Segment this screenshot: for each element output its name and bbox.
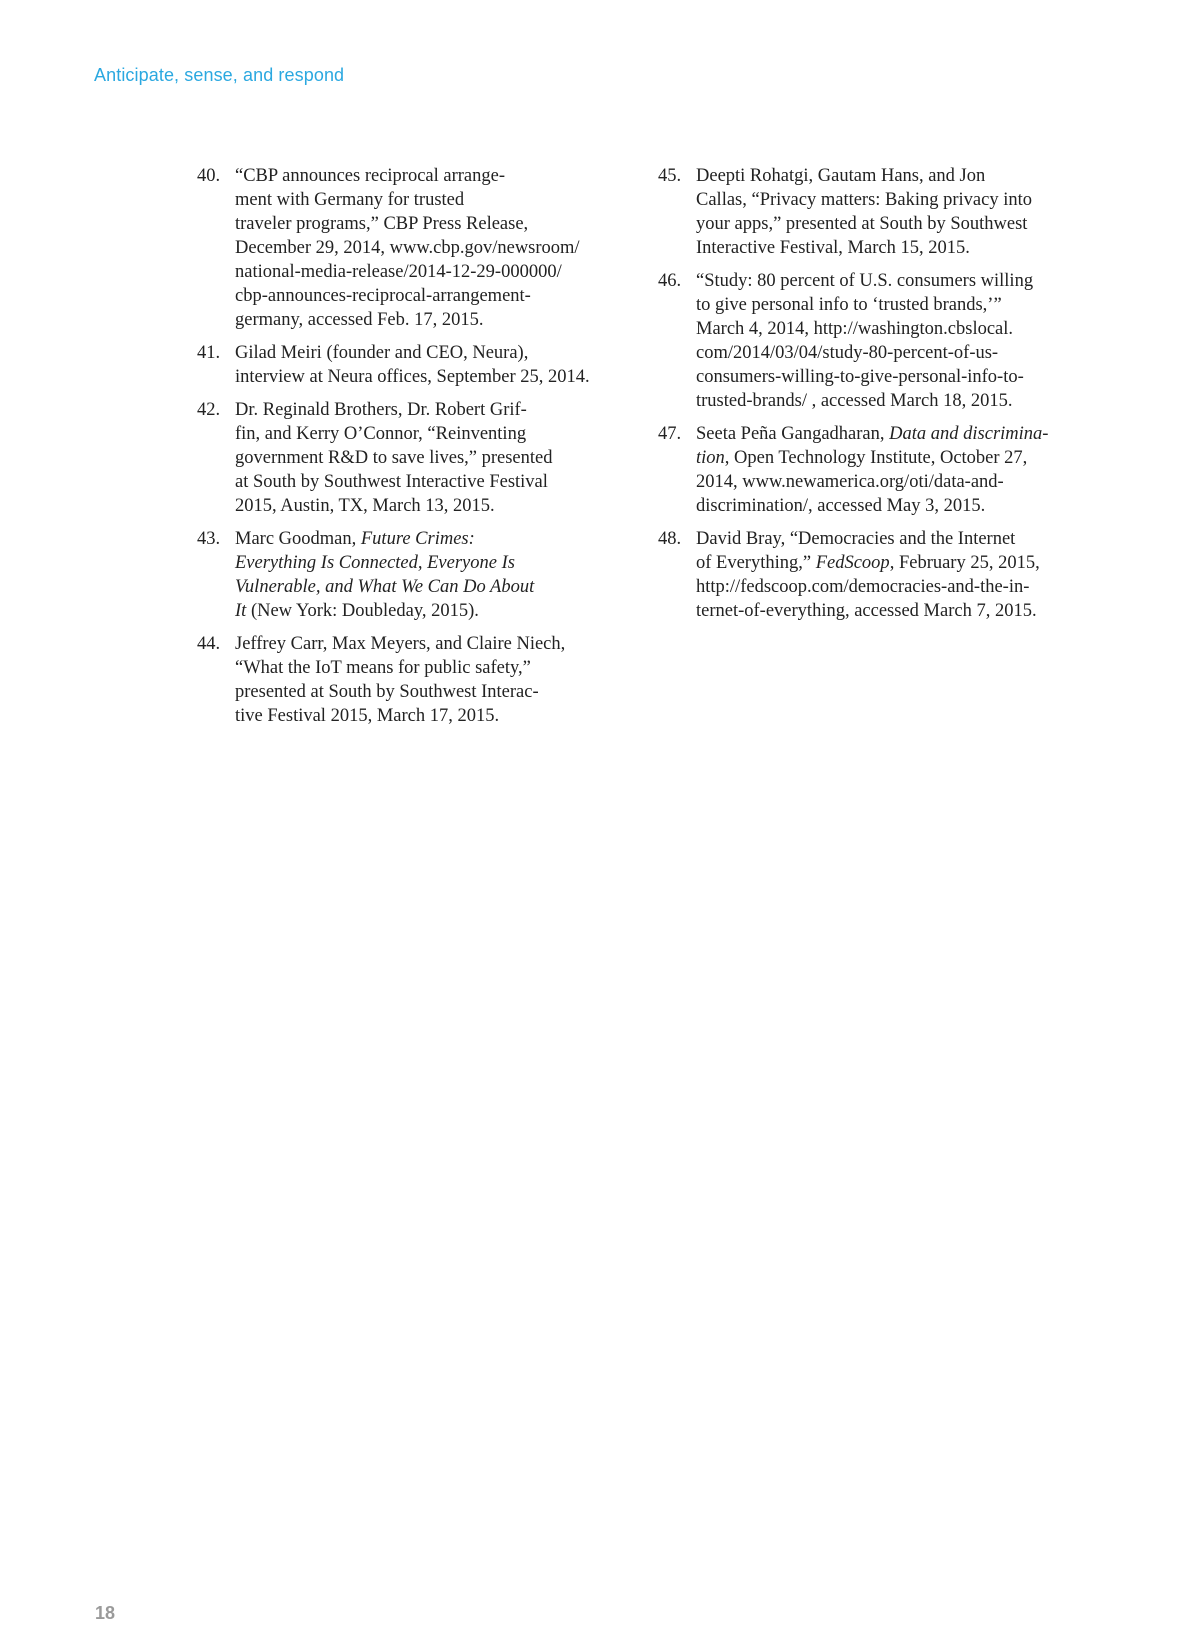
endnote-number: 42. xyxy=(197,400,221,420)
endnote-segment: December 29, 2014, www.cbp.gov/newsroom/ xyxy=(235,238,580,258)
endnotes-left-column xyxy=(197,164,617,737)
endnote-line xyxy=(696,293,1088,317)
endnote-number: 44. xyxy=(197,634,221,654)
endnote-segment: tive Festival 2015, March 17, 2015. xyxy=(235,706,500,726)
endnote-line xyxy=(696,422,1088,446)
endnote-item xyxy=(197,341,617,389)
endnote-line xyxy=(235,341,617,365)
endnote-line xyxy=(235,398,617,422)
endnote-line xyxy=(696,446,1088,470)
endnote-line xyxy=(696,389,1088,413)
endnote-segment: Marc Goodman, xyxy=(235,529,361,549)
endnote-title-italic: Future Crimes: xyxy=(360,529,475,549)
endnote-segment: traveler programs,” CBP Press Release, xyxy=(235,214,529,234)
endnote-item xyxy=(197,164,617,332)
endnote-line xyxy=(235,599,617,623)
endnote-segment: cbp-announces-reciprocal-arrangement- xyxy=(235,286,531,306)
endnote-title-italic: It xyxy=(235,601,247,621)
endnote-title-italic: Everything Is Connected, Everyone Is xyxy=(235,553,515,573)
endnote-segment: Callas, “Privacy matters: Baking privacy into xyxy=(696,190,1032,210)
endnote-line xyxy=(235,284,617,308)
endnote-segment: germany, accessed Feb. 17, 2015. xyxy=(235,310,484,330)
endnote-segment: at South by Southwest Interactive Festival xyxy=(235,472,548,492)
endnote-text xyxy=(235,527,617,623)
endnote-item xyxy=(658,527,1088,623)
endnote-line xyxy=(235,551,617,575)
endnote-text xyxy=(696,527,1088,623)
endnote-item xyxy=(658,422,1088,518)
endnote-line xyxy=(696,341,1088,365)
endnote-segment: fin, and Kerry O’Connor, “Reinventing xyxy=(235,424,527,444)
endnote-number: 46. xyxy=(658,271,682,291)
endnote-text xyxy=(696,422,1088,518)
endnote-line xyxy=(235,260,617,284)
endnote-line xyxy=(235,527,617,551)
endnote-line xyxy=(235,164,617,188)
endnote-segment: national-media-release/2014-12-29-000000/ xyxy=(235,262,562,282)
endnote-text xyxy=(696,269,1088,413)
endnote-segment: your apps,” presented at South by Southwest xyxy=(696,214,1028,234)
endnote-segment: consumers-willing-to-give-personal-info-to- xyxy=(696,367,1024,387)
endnote-item xyxy=(658,269,1088,413)
endnote-title-italic: Vulnerable, and What We Can Do About xyxy=(235,577,535,597)
endnote-line xyxy=(696,527,1088,551)
endnote-number: 47. xyxy=(658,424,682,444)
endnote-line xyxy=(696,575,1088,599)
endnote-line xyxy=(235,494,617,518)
endnote-line xyxy=(235,470,617,494)
endnote-line xyxy=(696,494,1088,518)
endnote-segment: March 4, 2014, http://washington.cbslocal. xyxy=(696,319,1014,339)
endnote-line xyxy=(235,212,617,236)
endnote-item xyxy=(197,527,617,623)
endnote-segment: Interactive Festival, March 15, 2015. xyxy=(696,238,970,258)
endnote-segment: , February 25, 2015, xyxy=(889,553,1040,573)
endnote-line xyxy=(696,188,1088,212)
endnote-number: 41. xyxy=(197,343,221,363)
endnote-item xyxy=(658,164,1088,260)
endnote-line xyxy=(696,365,1088,389)
endnote-line xyxy=(696,551,1088,575)
page-number: 18 xyxy=(95,1603,116,1623)
endnote-line xyxy=(235,656,617,680)
endnote-line xyxy=(235,680,617,704)
endnote-line xyxy=(696,317,1088,341)
endnote-segment: http://fedscoop.com/democracies-and-the-in- xyxy=(696,577,1030,597)
endnote-item xyxy=(197,398,617,518)
endnote-line xyxy=(235,365,617,389)
endnote-line xyxy=(235,632,617,656)
endnote-line xyxy=(696,212,1088,236)
endnote-segment: ternet-of-everything, accessed March 7, 2015. xyxy=(696,601,1037,621)
endnote-line xyxy=(235,704,617,728)
endnote-line xyxy=(696,164,1088,188)
endnote-number: 48. xyxy=(658,529,682,549)
endnote-line xyxy=(696,236,1088,260)
endnote-segment: Seeta Peña Gangadharan, xyxy=(696,424,890,444)
endnote-segment: of Everything,” xyxy=(696,553,816,573)
endnote-line xyxy=(696,599,1088,623)
endnote-segment: 2015, Austin, TX, March 13, 2015. xyxy=(235,496,495,516)
endnote-text xyxy=(235,341,617,389)
endnote-segment: discrimination/, accessed May 3, 2015. xyxy=(696,496,986,516)
endnote-number: 45. xyxy=(658,166,682,186)
endnote-title-italic: tion xyxy=(696,448,725,468)
endnote-text xyxy=(696,164,1088,260)
endnote-segment: trusted-brands/ , accessed March 18, 2015. xyxy=(696,391,1013,411)
endnote-segment: government R&D to save lives,” presented xyxy=(235,448,553,468)
endnote-line xyxy=(696,269,1088,293)
endnote-segment: 2014, www.newamerica.org/oti/data-and- xyxy=(696,472,1004,492)
endnote-line xyxy=(235,422,617,446)
endnote-segment: “Study: 80 percent of U.S. consumers willing xyxy=(696,271,1034,291)
endnote-line xyxy=(235,308,617,332)
endnote-text xyxy=(235,632,617,728)
endnote-segment: Dr. Reginald Brothers, Dr. Robert Grif- xyxy=(235,400,527,420)
endnote-segment: ment with Germany for trusted xyxy=(235,190,465,210)
endnote-item xyxy=(197,632,617,728)
endnote-line xyxy=(235,236,617,260)
endnote-segment: Gilad Meiri (founder and CEO, Neura), xyxy=(235,343,529,363)
endnote-text xyxy=(235,398,617,518)
endnote-segment: “What the IoT means for public safety,” xyxy=(235,658,531,678)
endnote-number: 40. xyxy=(197,166,221,186)
endnote-segment: Jeffrey Carr, Max Meyers, and Claire Niech, xyxy=(235,634,566,654)
endnotes-right-column xyxy=(658,164,1088,632)
endnote-segment: presented at South by Southwest Interac- xyxy=(235,682,539,702)
endnote-line xyxy=(235,575,617,599)
endnote-number: 43. xyxy=(197,529,221,549)
running-header: Anticipate, sense, and respond xyxy=(94,65,345,85)
endnote-line xyxy=(696,470,1088,494)
endnote-title-italic: FedScoop xyxy=(815,553,890,573)
endnote-segment: “CBP announces reciprocal arrange- xyxy=(235,166,506,186)
endnote-segment: , Open Technology Institute, October 27, xyxy=(724,448,1028,468)
endnote-segment: David Bray, “Democracies and the Internet xyxy=(696,529,1016,549)
endnote-segment: com/2014/03/04/study-80-percent-of-us- xyxy=(696,343,999,363)
endnote-title-italic: Data and discrimina- xyxy=(889,424,1049,444)
endnote-line xyxy=(235,446,617,470)
endnote-line xyxy=(235,188,617,212)
endnote-segment: (New York: Doubleday, 2015). xyxy=(246,601,479,621)
endnote-segment: interview at Neura offices, September 25, 2014. xyxy=(235,367,590,387)
endnote-segment: to give personal info to ‘trusted brands,’” xyxy=(696,295,1002,315)
endnote-text xyxy=(235,164,617,332)
endnote-segment: Deepti Rohatgi, Gautam Hans, and Jon xyxy=(696,166,986,186)
